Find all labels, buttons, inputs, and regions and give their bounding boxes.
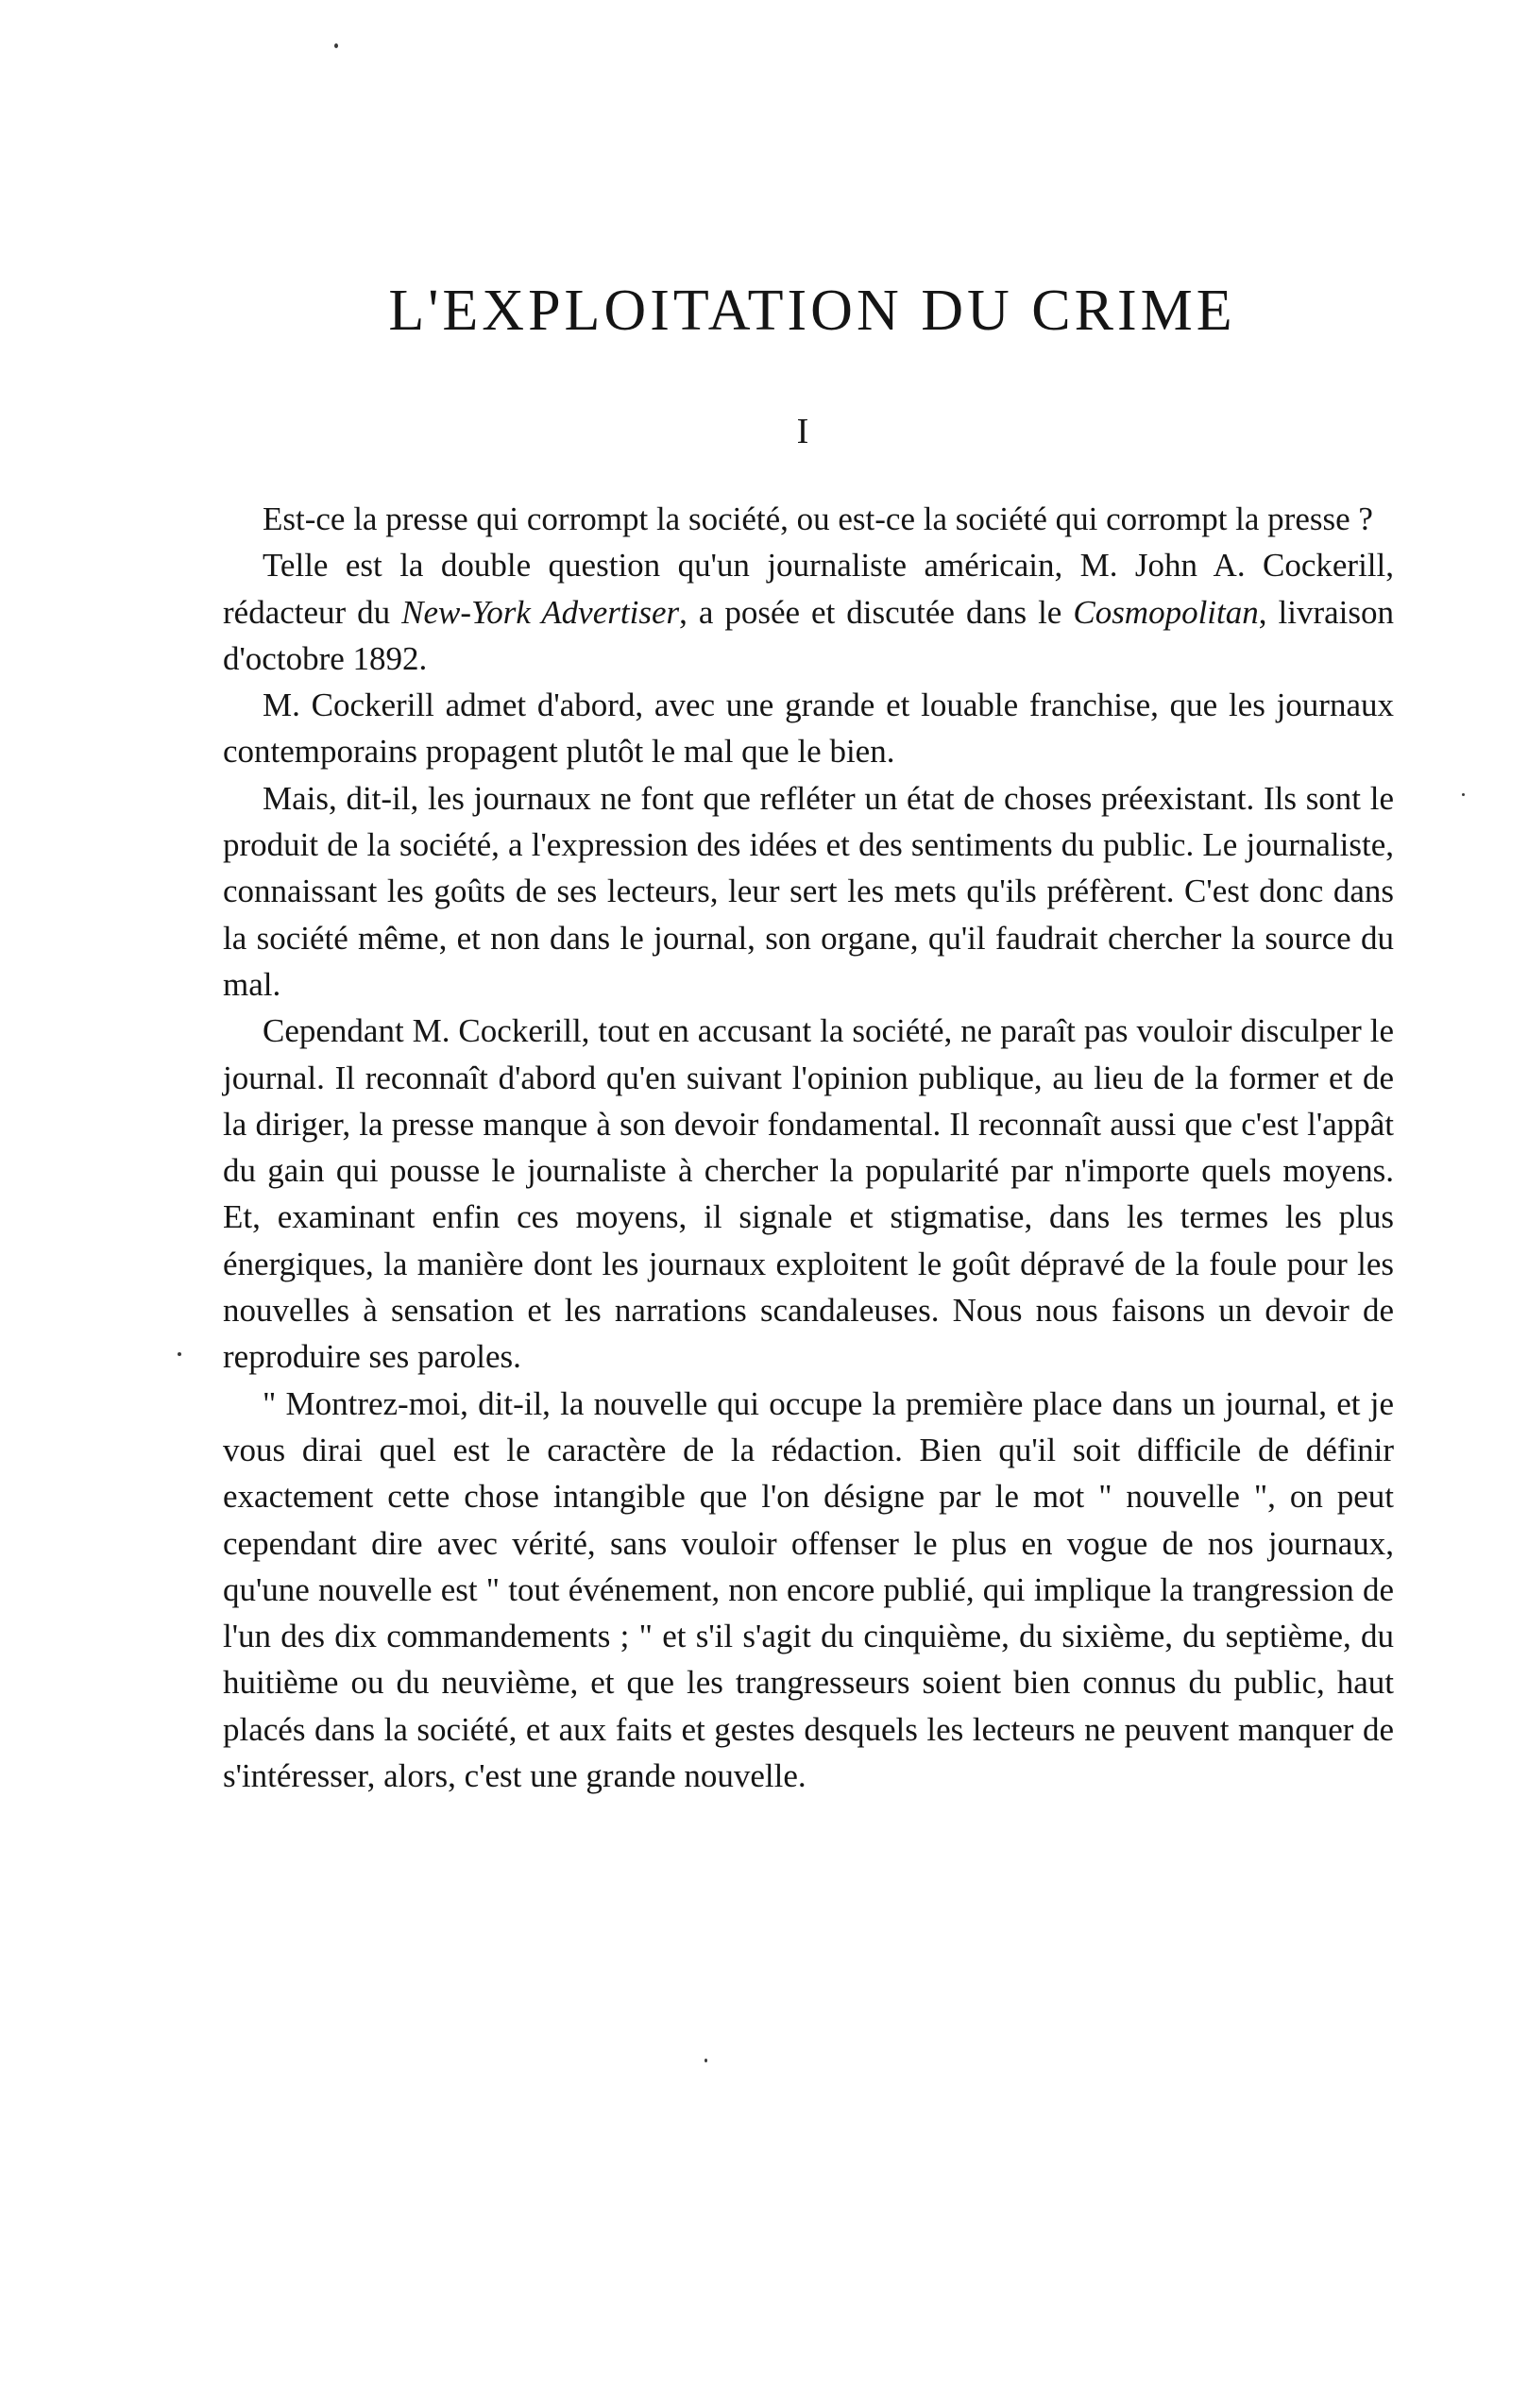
paragraph-text: , a posée et discutée dans le	[679, 593, 1074, 631]
body-text	[223, 496, 1394, 1799]
paragraph-text: Telle est la double question qu'un journaliste américain, M. John A. Cockerill, rédacteur du	[223, 547, 1394, 631]
paragraph: Cependant M. Cockerill, tout en accusant la société, ne paraît pas vouloir disculper le journal. Il reconnaît d'abord qu'en suivant l'opinion publique, au lieu de la former et de la diriger, la presse manque à son devoir fondamental. Il reconnaît aussi que c'est l'appât du gain qui pousse le journaliste à chercher la popularité par n'importe quels moyens. Et, examinant enfin ces moyens, il signale et stigmatise, dans les termes les plus énergiques, la manière dont les journaux exploitent le goût dépravé de la foule pour les nouvelles à sensation et les narrations scandaleuses. Nous nous faisons un devoir de reproduire ses paroles.	[223, 1012, 1394, 1376]
paragraph-text: , livraison d'octobre 1892.	[223, 593, 1394, 677]
paragraph: Mais, dit-il, les journaux ne font que refléter un état de choses préexistant. Ils sont le produit de la société, a l'expression des idées et des sentiments du public. Le journaliste, connaissant les goûts de ses lecteurs, leur sert les mets qu'ils préfèrent. C'est donc dans la société même, et non dans le journal, son organe, qu'il faudrait chercher la source du mal.	[223, 779, 1394, 1003]
periodical-title: New-York Advertiser	[401, 593, 680, 631]
page-speck	[334, 43, 338, 48]
page-speck	[705, 2059, 707, 2062]
paragraph: Est-ce la presse qui corrompt la société, ou est-ce la société qui corrompt la presse ?	[263, 500, 1373, 537]
periodical-title: Cosmopolitan	[1073, 593, 1259, 631]
paragraph	[223, 542, 1394, 682]
section-number: I	[796, 412, 809, 451]
page-speck	[178, 1352, 181, 1356]
chapter-title: L'EXPLOITATION DU CRIME	[388, 279, 1236, 343]
paragraph: M. Cockerill admet d'abord, avec une grande et louable franchise, que les journaux contemporains propagent plutôt le mal que le bien.	[223, 687, 1394, 771]
page-speck	[1462, 793, 1465, 796]
paragraph: " Montrez-moi, dit-il, la nouvelle qui occupe la première place dans un journal, et je vous dirai quel est le caractère de la rédaction. Bien qu'il soit difficile de définir exactement cette chose intangible que l'on désigne par le mot " nouvelle ", on peut cependant dire avec vérité, sans vouloir offenser le plus en vogue de nos journaux, qu'une nouvelle est " tout événement, non encore publié, qui implique la trangression de l'un des dix commandements ; " et s'il s'agit du cinquième, du sixième, du septième, du huitième ou du neuvième, et que les trangresseurs soient bien connus du public, haut placés dans la société, et aux faits et gestes desquels les lecteurs ne peuvent manquer de s'intéresser, alors, c'est une grande nouvelle.	[223, 1384, 1394, 1795]
